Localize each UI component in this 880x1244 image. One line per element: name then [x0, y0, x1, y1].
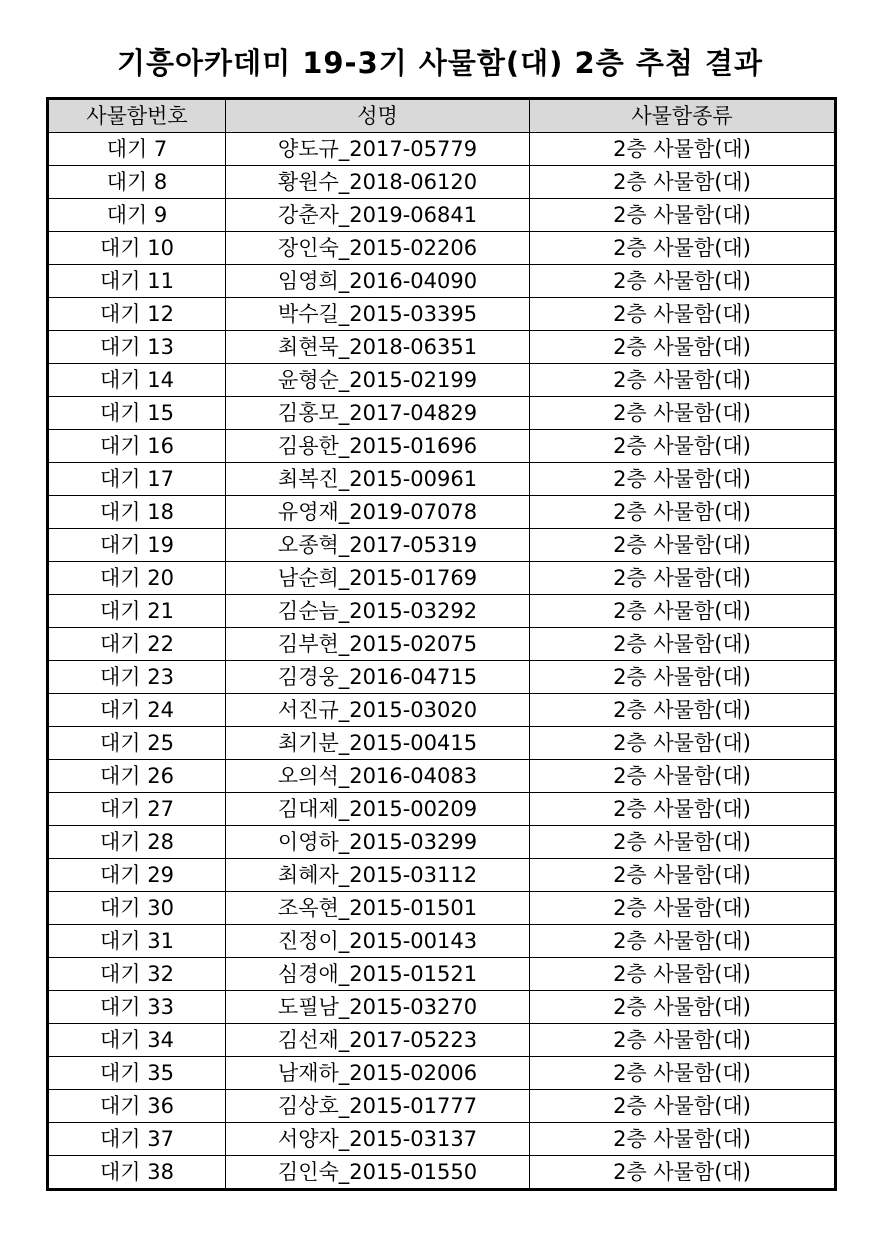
cell-locker-type: 2층 사물함(대) [530, 298, 836, 331]
cell-locker-type: 2층 사물함(대) [530, 760, 836, 793]
table-body [48, 133, 836, 1190]
table-row [48, 232, 836, 265]
cell-name: 김선재_2017-05223 [226, 1024, 530, 1057]
cell-locker-number: 대기 13 [48, 331, 226, 364]
cell-locker-type: 2층 사물함(대) [530, 1057, 836, 1090]
cell-locker-type: 2층 사물함(대) [530, 1123, 836, 1156]
table-row [48, 1156, 836, 1190]
cell-locker-type: 2층 사물함(대) [530, 1024, 836, 1057]
table-row [48, 430, 836, 463]
table-row [48, 793, 836, 826]
cell-name: 서진규_2015-03020 [226, 694, 530, 727]
cell-locker-number: 대기 24 [48, 694, 226, 727]
cell-name: 조옥현_2015-01501 [226, 892, 530, 925]
table-row [48, 265, 836, 298]
cell-name: 김용한_2015-01696 [226, 430, 530, 463]
cell-locker-number: 대기 21 [48, 595, 226, 628]
cell-name: 최현묵_2018-06351 [226, 331, 530, 364]
cell-locker-number: 대기 11 [48, 265, 226, 298]
cell-locker-number: 대기 37 [48, 1123, 226, 1156]
cell-name: 오의석_2016-04083 [226, 760, 530, 793]
cell-locker-number: 대기 30 [48, 892, 226, 925]
cell-name: 서양자_2015-03137 [226, 1123, 530, 1156]
cell-locker-type: 2층 사물함(대) [530, 859, 836, 892]
table-header-row [48, 99, 836, 133]
cell-locker-number: 대기 8 [48, 166, 226, 199]
table-row [48, 133, 836, 166]
locker-assignment-table [46, 97, 837, 1191]
cell-locker-number: 대기 7 [48, 133, 226, 166]
cell-name: 심경애_2015-01521 [226, 958, 530, 991]
table-row [48, 496, 836, 529]
table-row [48, 1090, 836, 1123]
cell-locker-type: 2층 사물함(대) [530, 529, 836, 562]
cell-locker-type: 2층 사물함(대) [530, 1090, 836, 1123]
table-row [48, 661, 836, 694]
table-row [48, 859, 836, 892]
cell-name: 도필남_2015-03270 [226, 991, 530, 1024]
cell-locker-type: 2층 사물함(대) [530, 628, 836, 661]
cell-name: 최기분_2015-00415 [226, 727, 530, 760]
cell-locker-number: 대기 17 [48, 463, 226, 496]
table-row [48, 166, 836, 199]
cell-name: 김경웅_2016-04715 [226, 661, 530, 694]
cell-name: 김부현_2015-02075 [226, 628, 530, 661]
table-row [48, 562, 836, 595]
cell-name: 김홍모_2017-04829 [226, 397, 530, 430]
table-row [48, 628, 836, 661]
cell-locker-type: 2층 사물함(대) [530, 925, 836, 958]
cell-locker-type: 2층 사물함(대) [530, 727, 836, 760]
cell-name: 이영하_2015-03299 [226, 826, 530, 859]
cell-locker-type: 2층 사물함(대) [530, 397, 836, 430]
cell-locker-number: 대기 25 [48, 727, 226, 760]
cell-name: 임영희_2016-04090 [226, 265, 530, 298]
cell-name: 진정이_2015-00143 [226, 925, 530, 958]
cell-locker-number: 대기 10 [48, 232, 226, 265]
cell-locker-type: 2층 사물함(대) [530, 793, 836, 826]
cell-locker-number: 대기 31 [48, 925, 226, 958]
cell-locker-number: 대기 34 [48, 1024, 226, 1057]
header-locker-type: 사물함종류 [530, 99, 836, 133]
table-row [48, 991, 836, 1024]
table-row [48, 529, 836, 562]
cell-name: 김상호_2015-01777 [226, 1090, 530, 1123]
cell-name: 장인숙_2015-02206 [226, 232, 530, 265]
cell-locker-number: 대기 12 [48, 298, 226, 331]
table-row [48, 595, 836, 628]
cell-locker-type: 2층 사물함(대) [530, 694, 836, 727]
cell-name: 양도규_2017-05779 [226, 133, 530, 166]
cell-name: 최복진_2015-00961 [226, 463, 530, 496]
cell-locker-type: 2층 사물함(대) [530, 133, 836, 166]
cell-locker-number: 대기 32 [48, 958, 226, 991]
table-row [48, 727, 836, 760]
cell-name: 오종혁_2017-05319 [226, 529, 530, 562]
cell-locker-type: 2층 사물함(대) [530, 199, 836, 232]
cell-name: 유영재_2019-07078 [226, 496, 530, 529]
cell-name: 박수길_2015-03395 [226, 298, 530, 331]
cell-name: 남순희_2015-01769 [226, 562, 530, 595]
cell-locker-number: 대기 16 [48, 430, 226, 463]
cell-locker-type: 2층 사물함(대) [530, 892, 836, 925]
cell-name: 남재하_2015-02006 [226, 1057, 530, 1090]
table-row [48, 364, 836, 397]
table-row [48, 1123, 836, 1156]
cell-locker-type: 2층 사물함(대) [530, 430, 836, 463]
cell-name: 김인숙_2015-01550 [226, 1156, 530, 1190]
table-row [48, 958, 836, 991]
cell-locker-number: 대기 26 [48, 760, 226, 793]
cell-name: 김대제_2015-00209 [226, 793, 530, 826]
table-row [48, 463, 836, 496]
cell-locker-number: 대기 23 [48, 661, 226, 694]
cell-locker-type: 2층 사물함(대) [530, 496, 836, 529]
cell-locker-type: 2층 사물함(대) [530, 463, 836, 496]
cell-locker-type: 2층 사물함(대) [530, 991, 836, 1024]
cell-locker-type: 2층 사물함(대) [530, 958, 836, 991]
table-row [48, 1024, 836, 1057]
table-row [48, 397, 836, 430]
header-name: 성명 [226, 99, 530, 133]
cell-locker-number: 대기 14 [48, 364, 226, 397]
table-row [48, 925, 836, 958]
cell-locker-number: 대기 19 [48, 529, 226, 562]
page-title: 기흥아카데미 19-3기 사물함(대) 2층 추첨 결과 [117, 46, 763, 80]
cell-name: 윤형순_2015-02199 [226, 364, 530, 397]
cell-locker-type: 2층 사물함(대) [530, 331, 836, 364]
table-row [48, 199, 836, 232]
cell-locker-number: 대기 33 [48, 991, 226, 1024]
table-row [48, 760, 836, 793]
cell-locker-number: 대기 29 [48, 859, 226, 892]
cell-locker-number: 대기 22 [48, 628, 226, 661]
cell-name: 김순늠_2015-03292 [226, 595, 530, 628]
cell-locker-type: 2층 사물함(대) [530, 166, 836, 199]
cell-locker-number: 대기 9 [48, 199, 226, 232]
cell-locker-type: 2층 사물함(대) [530, 826, 836, 859]
header-locker-number: 사물함번호 [48, 99, 226, 133]
table-row [48, 892, 836, 925]
table-row [48, 826, 836, 859]
cell-name: 최혜자_2015-03112 [226, 859, 530, 892]
cell-locker-type: 2층 사물함(대) [530, 232, 836, 265]
table-row [48, 1057, 836, 1090]
cell-locker-number: 대기 36 [48, 1090, 226, 1123]
cell-locker-number: 대기 15 [48, 397, 226, 430]
cell-name: 황원수_2018-06120 [226, 166, 530, 199]
cell-locker-number: 대기 28 [48, 826, 226, 859]
cell-locker-type: 2층 사물함(대) [530, 661, 836, 694]
cell-locker-type: 2층 사물함(대) [530, 1156, 836, 1190]
cell-locker-type: 2층 사물함(대) [530, 595, 836, 628]
cell-locker-number: 대기 35 [48, 1057, 226, 1090]
table-row [48, 331, 836, 364]
cell-name: 강춘자_2019-06841 [226, 199, 530, 232]
cell-locker-number: 대기 38 [48, 1156, 226, 1190]
cell-locker-type: 2층 사물함(대) [530, 562, 836, 595]
cell-locker-number: 대기 18 [48, 496, 226, 529]
table-row [48, 694, 836, 727]
cell-locker-type: 2층 사물함(대) [530, 265, 836, 298]
table-row [48, 298, 836, 331]
cell-locker-type: 2층 사물함(대) [530, 364, 836, 397]
cell-locker-number: 대기 20 [48, 562, 226, 595]
cell-locker-number: 대기 27 [48, 793, 226, 826]
